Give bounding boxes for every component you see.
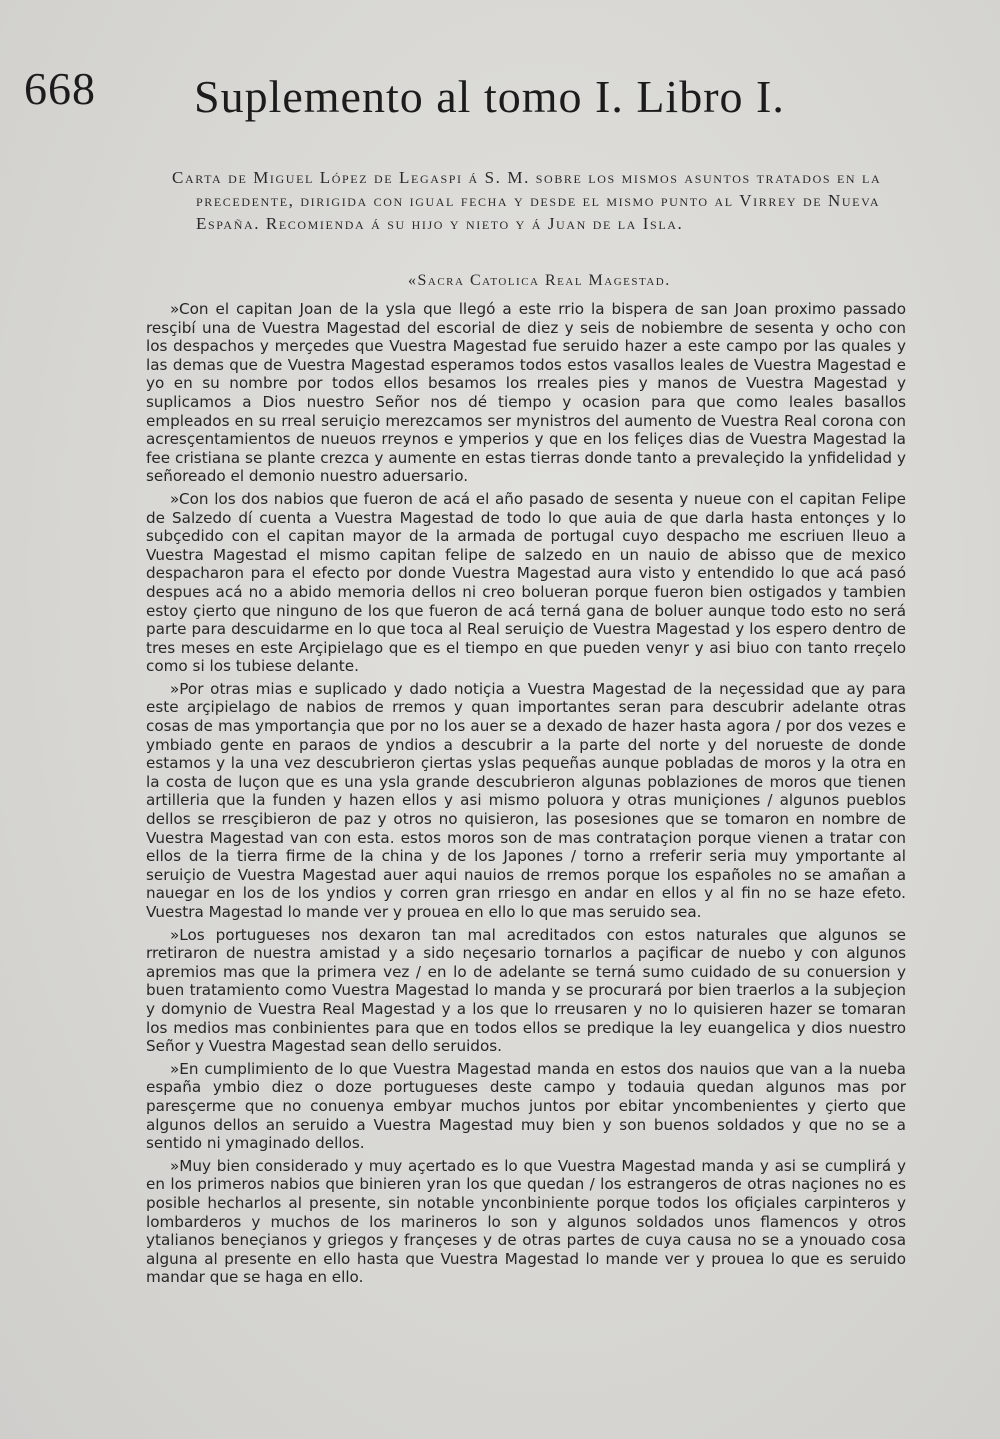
paragraph: »Con los dos nabios que fueron de acá el año pasado de sesenta y nueue con el capitan Felipe de Salzedo dí cuenta a Vuestra Magestad de todo lo que auia de que darla hasta entonçes y lo subçedido con el capitan mayor de la armada de portugal cuyo despacho me escriuen lleuo a Vuestra Magestad el mismo capitan felipe de salzedo en un nauio de abisso que de mexico despacharon para el efecto por donde Vuestra Magestad aura visto y entendido lo que acá pasó despues acá no a abido memoria dellos ni creo bolueran porque fueron bien ostigados y tambien estoy çierto que ninguno de los que fueron de acá terná gana de boluer aunque todo esto no será parte para descuidarme en lo que toca al Real seruiçio de Vuestra Magestad y los espero dentro de tres meses en este Arçipielago que es el tiempo en que pueden venyr y asi biuo con tanto rreçelo como si los tubiese delante. xyxy=(146,489,906,676)
heading-line-3: España. Recomienda á su hijo y nieto y á Juan de la Isla. xyxy=(196,214,684,233)
paragraph: »En cumplimiento de lo que Vuestra Magestad manda en estos dos nauios que van a la nueba españa ymbio diez o doze portugueses deste campo y todauia quedan algunos mas por paresçerme que no conuenya embyar muchos juntos por ebitar yncombenientes y çierto que algunos dellos an seruido a Vuestra Magestad muy bien y son buenos soldados y que no se a sentido ni ymaginado dellos. xyxy=(146,1059,906,1153)
document-heading xyxy=(172,166,912,235)
page-number: 668 xyxy=(24,63,96,114)
salutation: «Sacra Catolica Real Magestad. xyxy=(408,272,671,289)
paragraph: »Por otras mias e suplicado y dado notiçia a Vuestra Magestad de la neçessidad que ay para este arçipielago de nabios de rremos y quan importantes seran para descubrir adelante otras cosas de mas ymportançia que por no los auer se a dexado de hazer hasta agora / por dos vezes e ymbiado gente en paraos de yndios a descubrir a la parte del norte y del norueste de donde estamos y la una vez descubrieron çiertas yslas pequeñas aunque pobladas de moros y la otra en la costa de luçon que es una ysla grande descubrieron algunas poblaziones de moros que tienen artilleria que la funden y hazen ellos y asi mismo poluora y otras muniçiones / algunos pueblos dellos se rresçibieron de paz y otros no quisieron, las posesiones que se tomaron en nombre de Vuestra Magestad van con esta. estos moros son de mas contrataçion porque vienen a tratar con ellos de la tierra firme de la china y de los Japones / torno a rreferir seria muy ymportante al seruiçio de Vuestra Magestad auer aqui nauios de rremos porque los españoles no se amañan a nauegar en los de los yndios y corren gran rriesgo en andar en ellos y al fin no se haze efeto. Vuestra Magestad lo mande ver y prouea en ello lo que mas seruido sea. xyxy=(146,679,906,921)
paragraph: »Muy bien considerado y muy açertado es lo que Vuestra Magestad manda y asi se cumplirá y en los primeros nabios que binieren yran los que quedan / los estrangeros de otras naçiones no es posible hecharlos al presente, sin notable ynconbiniente porque todos los ofiçiales carpinteros y lombarderos y muchos de los marineros lo son y algunos soldados unos flamencos y otros ytalianos beneçianos y griegos y françeses y de otras partes de cuya causa no se a ynouado cosa alguna al presente en ello hasta que Vuestra Magestad lo mande ver y prouea lo que es seruido mandar que se haga en ello. xyxy=(146,1156,906,1287)
heading-line-1: Carta de Miguel López de Legaspi á S. M. sobre los mismos asuntos tratados en la xyxy=(172,168,882,187)
running-title: Suplemento al tomo I. Libro I. xyxy=(194,71,785,122)
letter-body xyxy=(146,300,906,1291)
paragraph: »Los portugueses nos dexaron tan mal acreditados con estos naturales que algunos se rretiraron de nuestra amistad y a sido neçesario tornarlos a paçificar de nuebo y con algunos apremios mas que la primera vez / en lo de adelante se terná sumo cuidado de su conuersion y buen tratamiento como Vuestra Magestad lo manda y se procurará por bien traerlos a la subjeçion y domynio de Vuestra Real Magestad y a los que lo rreusaren y no lo quisieren hazer se tomaran los medios mas conbinientes para que en todos ellos se predique la ley euangelica y dios nuestro Señor y Vuestra Magestad sean dello seruidos. xyxy=(146,925,906,1056)
heading-line-2: precedente, dirigida con igual fecha y desde el mismo punto al Virrey de Nueva xyxy=(196,191,881,210)
paragraph: »Con el capitan Joan de la ysla que llegó a este rrio la bispera de san Joan proximo passado resçibí una de Vuestra Magestad del escorial de diez y seis de nobiembre de sesenta y ocho con los despachos y merçedes que Vuestra Magestad fue seruido hazer a este campo por las quales y las demas que de Vuestra Magestad esperamos todos estos vasallos leales de Vuestra Magestad e yo en su nombre por todos ellos besamos los rreales pies y manos de Vuestra Magestad y suplicamos a Dios nuestro Señor nos dé tiempo y ocasion para que como leales basallos empleados en su rreal seruiçio merezcamos ser mynistros del aumento de Vuestra Real corona con acresçentamientos de nueuos rreynos e ymperios y que en los feliçes dias de Vuestra Magestad la fee cristiana se plante crezca y aumente en estas tierras donde tanto a prevaleçido la ynfidelidad y señoreado el demonio nuestro aduersario. xyxy=(146,300,906,486)
